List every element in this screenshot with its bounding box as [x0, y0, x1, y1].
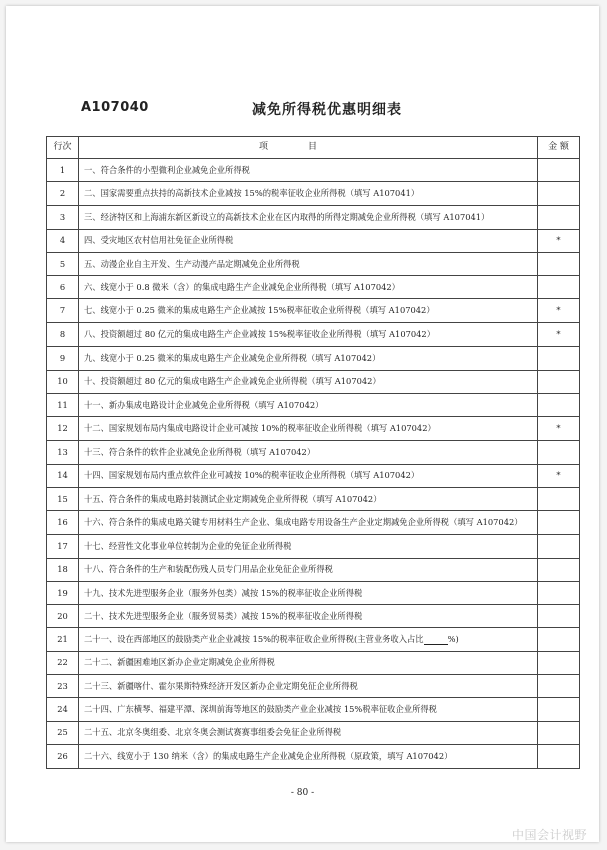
item-cell: 十五、符合条件的集成电路封装测试企业定期减免企业所得税（填写 A107042） [79, 487, 538, 510]
row-number-cell: 2 [47, 182, 79, 205]
row-number-cell: 14 [47, 464, 79, 487]
item-cell: 十四、国家规划布局内重点软件企业可减按 10%的税率征收企业所得税（填写 A107042） [79, 464, 538, 487]
table-row [47, 323, 580, 347]
row-number-cell: 15 [47, 487, 79, 510]
amount-cell [538, 698, 580, 721]
item-cell: 二十、技术先进型服务企业（服务贸易类）减按 15%的税率征收企业所得税 [79, 605, 538, 628]
table-row [47, 370, 580, 393]
table-row [47, 628, 580, 651]
header-row-number: 行次 [47, 137, 79, 159]
table-row [47, 252, 580, 275]
item-cell: 四、受灾地区农村信用社免征企业所得税 [79, 229, 538, 252]
item-cell: 七、线宽小于 0.25 微米的集成电路生产企业减按 15%税率征收企业所得税（填写 A107042） [79, 299, 538, 323]
table-row [47, 675, 580, 698]
tax-reduction-table [46, 136, 580, 769]
item-cell: 二十六、线宽小于 130 纳米（含）的集成电路生产企业减免企业所得税（原政策，填写 A107042） [79, 744, 538, 768]
table-body [47, 159, 580, 769]
amount-cell [538, 159, 580, 182]
table-row [47, 182, 580, 205]
amount-cell [538, 441, 580, 464]
item-cell: 十一、新办集成电路设计企业减免企业所得税（填写 A107042） [79, 394, 538, 417]
amount-cell: * [538, 417, 580, 441]
row-number-cell: 17 [47, 535, 79, 558]
amount-cell [538, 370, 580, 393]
row-number-cell: 12 [47, 417, 79, 441]
amount-cell: * [538, 464, 580, 487]
table-row [47, 535, 580, 558]
table-row [47, 347, 580, 370]
amount-cell: * [538, 323, 580, 347]
item-cell: 八、投资额超过 80 亿元的集成电路生产企业减按 15%税率征收企业所得税（填写 A107042） [79, 323, 538, 347]
header-item: 项目 [79, 137, 538, 159]
amount-cell [538, 535, 580, 558]
item-cell: 一、符合条件的小型微利企业减免企业所得税 [79, 159, 538, 182]
item-cell: 二、国家需要重点扶持的高新技术企业减按 15%的税率征收企业所得税（填写 A107041） [79, 182, 538, 205]
item-cell: 十三、符合条件的软件企业减免企业所得税（填写 A107042） [79, 441, 538, 464]
item-text: 二十一、设在西部地区的鼓励类产业企业减按 15%的税率征收企业所得税(主营业务收入占比 [84, 634, 424, 645]
item-cell [79, 628, 538, 651]
amount-cell: * [538, 229, 580, 252]
row-number-cell: 23 [47, 675, 79, 698]
row-number-cell: 7 [47, 299, 79, 323]
row-number-cell: 20 [47, 605, 79, 628]
table-row [47, 651, 580, 674]
item-suffix: %) [447, 634, 459, 645]
header-amount: 金 额 [538, 137, 580, 159]
table-row [47, 441, 580, 464]
item-cell: 十二、国家规划布局内集成电路设计企业可减按 10%的税率征收企业所得税（填写 A107042） [79, 417, 538, 441]
amount-cell [538, 605, 580, 628]
row-number-cell: 1 [47, 159, 79, 182]
row-number-cell: 24 [47, 698, 79, 721]
row-number-cell: 3 [47, 205, 79, 229]
row-number-cell: 26 [47, 744, 79, 768]
amount-cell [538, 558, 580, 581]
item-cell: 二十三、新疆喀什、霍尔果斯特殊经济开发区新办企业定期免征企业所得税 [79, 675, 538, 698]
row-number-cell: 25 [47, 721, 79, 744]
amount-cell [538, 487, 580, 510]
row-number-cell: 18 [47, 558, 79, 581]
item-cell: 三、经济特区和上海浦东新区新设立的高新技术企业在区内取得的所得定期减免企业所得税（填写 A107041） [79, 205, 538, 229]
watermark: 中国会计视野 [511, 828, 587, 842]
table-header-row [47, 137, 580, 159]
item-cell: 十、投资额超过 80 亿元的集成电路生产企业减免企业所得税（填写 A107042） [79, 370, 538, 393]
item-cell: 十八、符合条件的生产和装配伤残人员专门用品企业免征企业所得税 [79, 558, 538, 581]
row-number-cell: 21 [47, 628, 79, 651]
table-row [47, 159, 580, 182]
form-page [6, 6, 599, 842]
row-number-cell: 13 [47, 441, 79, 464]
table-row [47, 299, 580, 323]
table-row [47, 487, 580, 510]
table-row [47, 511, 580, 535]
row-number-cell: 10 [47, 370, 79, 393]
item-cell: 十七、经营性文化事业单位转制为企业的免征企业所得税 [79, 535, 538, 558]
amount-cell [538, 182, 580, 205]
amount-cell [538, 205, 580, 229]
amount-cell [538, 347, 580, 370]
ratio-blank-field[interactable] [424, 635, 448, 645]
table-row [47, 229, 580, 252]
item-cell: 十九、技术先进型服务企业（服务外包类）减按 15%的税率征收企业所得税 [79, 581, 538, 604]
amount-cell [538, 744, 580, 768]
amount-cell [538, 628, 580, 651]
table-row [47, 744, 580, 768]
page-title: 减免所得税优惠明细表 [252, 102, 402, 118]
row-number-cell: 22 [47, 651, 79, 674]
table-row [47, 698, 580, 721]
amount-cell [538, 276, 580, 299]
item-cell: 十六、符合条件的集成电路关键专用材料生产企业、集成电路专用设备生产企业定期减免企业所得税（填写 A107042） [79, 511, 538, 535]
amount-cell: * [538, 299, 580, 323]
page-number: - 80 - [290, 788, 315, 798]
item-cell: 五、动漫企业自主开发、生产动漫产品定期减免企业所得税 [79, 252, 538, 275]
amount-cell [538, 721, 580, 744]
item-cell: 六、线宽小于 0.8 微米（含）的集成电路生产企业减免企业所得税（填写 A107042） [79, 276, 538, 299]
table-row [47, 417, 580, 441]
form-code: A107040 [81, 100, 149, 115]
row-number-cell: 4 [47, 229, 79, 252]
amount-cell [538, 394, 580, 417]
amount-cell [538, 675, 580, 698]
row-number-cell: 11 [47, 394, 79, 417]
table-row [47, 605, 580, 628]
row-number-cell: 9 [47, 347, 79, 370]
row-number-cell: 16 [47, 511, 79, 535]
row-number-cell: 19 [47, 581, 79, 604]
row-number-cell: 8 [47, 323, 79, 347]
row-number-cell: 5 [47, 252, 79, 275]
amount-cell [538, 511, 580, 535]
table-row [47, 205, 580, 229]
item-cell: 九、线宽小于 0.25 微米的集成电路生产企业减免企业所得税（填写 A107042） [79, 347, 538, 370]
table-row [47, 721, 580, 744]
item-cell: 二十四、广东横琴、福建平潭、深圳前海等地区的鼓励类产业企业减按 15%税率征收企业所得税 [79, 698, 538, 721]
table-row [47, 581, 580, 604]
table-row [47, 464, 580, 487]
item-cell: 二十二、新疆困难地区新办企业定期减免企业所得税 [79, 651, 538, 674]
table-row [47, 394, 580, 417]
amount-cell [538, 252, 580, 275]
amount-cell [538, 581, 580, 604]
table-row [47, 276, 580, 299]
item-cell: 二十五、北京冬奥组委、北京冬奥会测试赛赛事组委会免征企业所得税 [79, 721, 538, 744]
row-number-cell: 6 [47, 276, 79, 299]
table-row [47, 558, 580, 581]
amount-cell [538, 651, 580, 674]
